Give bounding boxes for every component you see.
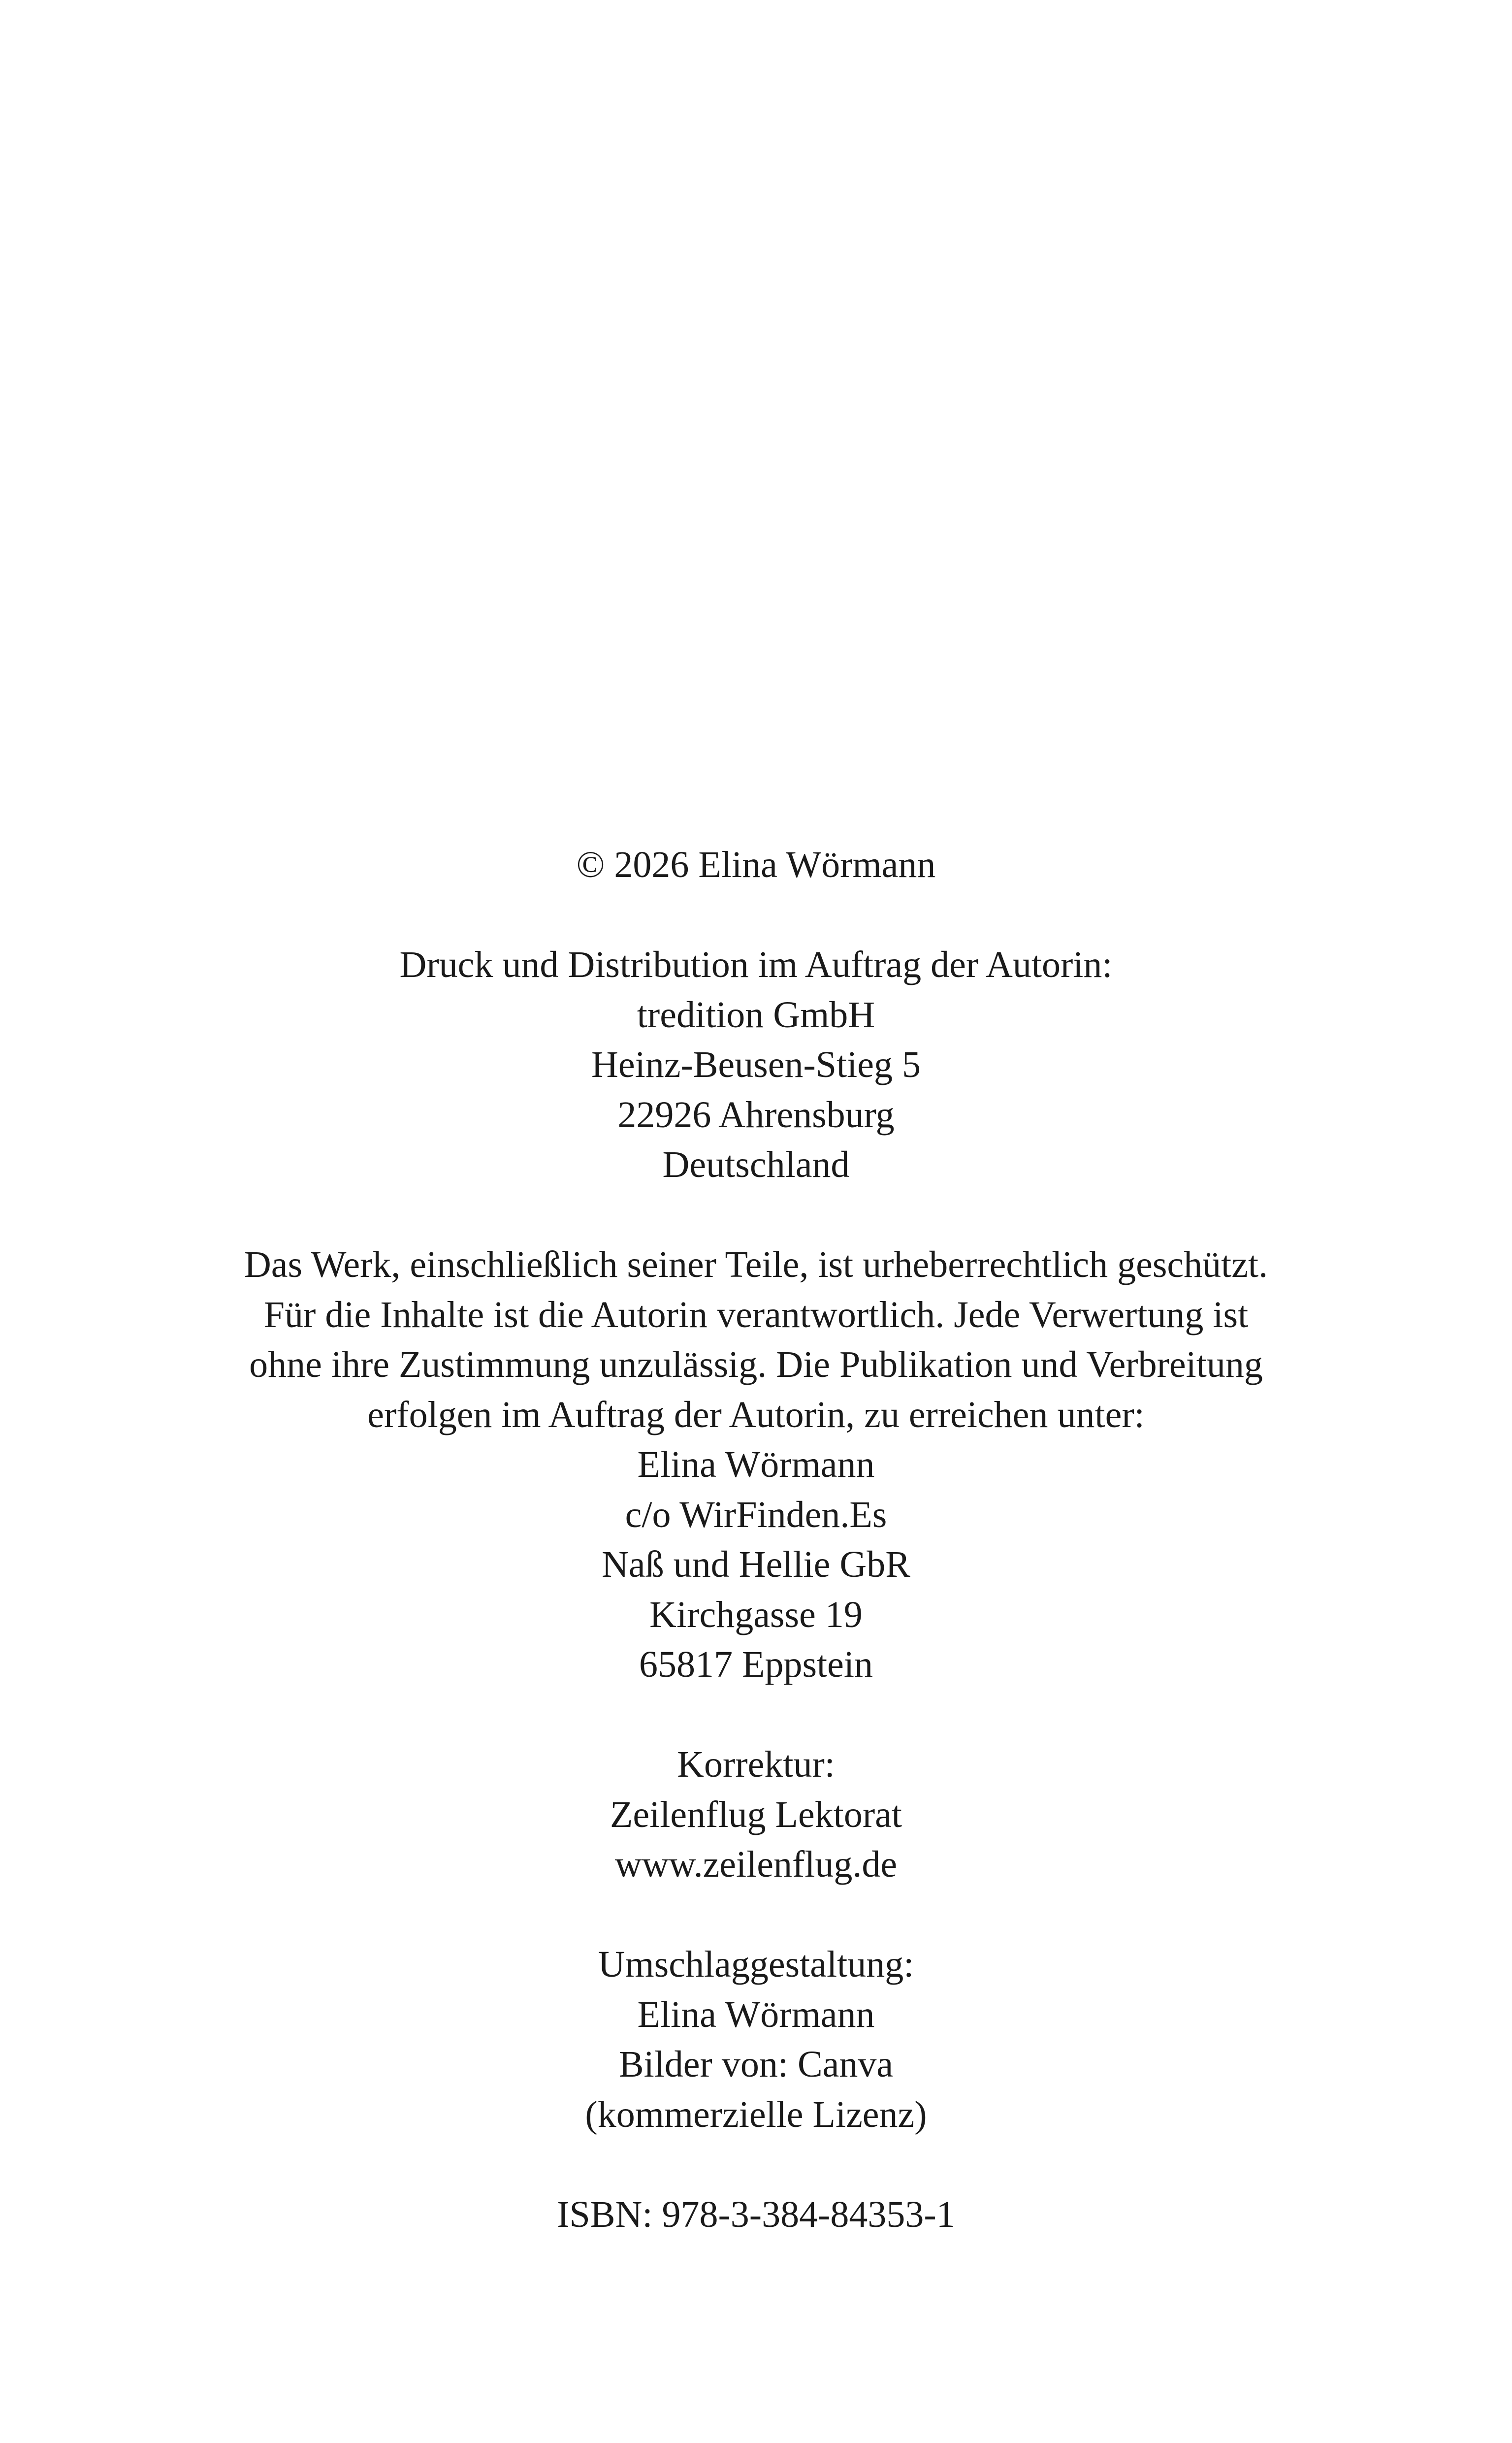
imprint-block: [0, 840, 1512, 2240]
distribution-country: Deutschland: [662, 1144, 850, 1185]
cover-design-heading: Umschlaggestaltung:: [598, 1944, 914, 1985]
distribution-street: Heinz-Beusen-Stieg 5: [591, 1044, 921, 1085]
proofreading-heading: Korrektur:: [677, 1744, 835, 1785]
distribution-city: 22926 Ahrensburg: [617, 1094, 895, 1136]
spacer: [0, 890, 1512, 941]
cover-designer: Elina Wörmann: [637, 1993, 875, 2035]
rights-line: ohne ihre Zustimmung unzulässig. Die Publikation und Verbreitung: [249, 1344, 1263, 1385]
proofreading-website: www.zeilenflug.de: [614, 1844, 898, 1885]
contact-street: Kirchgasse 19: [649, 1594, 863, 1635]
spacer: [0, 1190, 1512, 1240]
distribution-company: tredition GmbH: [637, 994, 875, 1036]
contact-care-of: c/o WirFinden.Es: [625, 1494, 887, 1535]
isbn-line: ISBN: 978-3-384-84353-1: [557, 2193, 955, 2235]
copyright-line: © 2026 Elina Wörmann: [576, 844, 936, 885]
spacer: [0, 2140, 1512, 2190]
proofreading-name: Zeilenflug Lektorat: [610, 1793, 902, 1835]
distribution-heading: Druck und Distribution im Auftrag der Autorin:: [399, 944, 1113, 985]
spacer: [0, 1690, 1512, 1740]
cover-images: Bilder von: Canva: [618, 2044, 894, 2085]
rights-line: Für die Inhalte ist die Autorin verantwortlich. Jede Verwertung ist: [263, 1294, 1249, 1336]
contact-name: Elina Wörmann: [637, 1444, 875, 1485]
rights-line: Das Werk, einschließlich seiner Teile, ist urheberrechtlich geschützt.: [244, 1244, 1268, 1285]
contact-city: 65817 Eppstein: [639, 1644, 873, 1685]
spacer: [0, 1890, 1512, 1940]
rights-line: erfolgen im Auftrag der Autorin, zu erreichen unter:: [367, 1394, 1145, 1435]
contact-company: Naß und Hellie GbR: [602, 1544, 910, 1585]
cover-license: (kommerzielle Lizenz): [585, 2093, 927, 2135]
